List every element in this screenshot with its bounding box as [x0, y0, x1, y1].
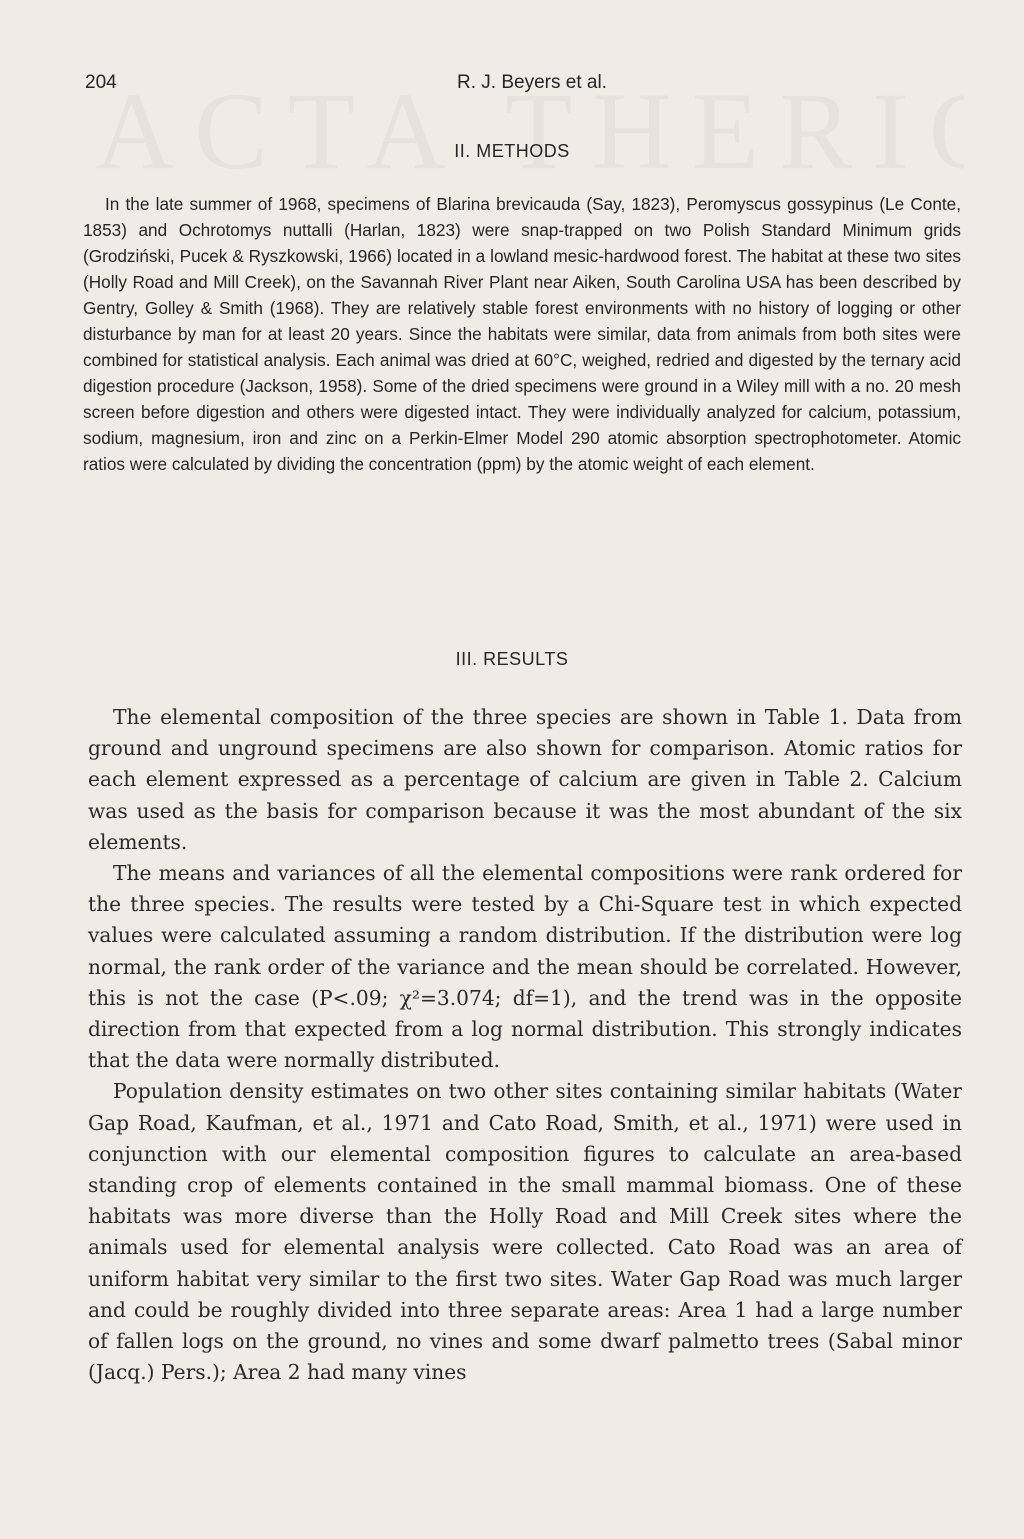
- running-head: R. J. Beyers et al.: [457, 72, 607, 93]
- results-paragraph-1: The elemental composition of the three species are shown in Table 1. Data from ground and unground specimens are also shown for comparison. Atomic ratios for each element expressed as a percentage of calcium are given in Table 2. Calcium was used as the basis for comparison because it was the most abundant of the six elements.: [88, 705, 962, 854]
- methods-heading: II. METHODS: [454, 141, 570, 161]
- results-paragraph-3: Population density estimates on two other sites containing similar habitats (Water Gap Road, Kaufman, et al., 1971 and Cato Road, Smith, et al., 1971) were used in conjunction with our elemental composition figures to calculate an area-based standing crop of elements contained in the small mammal biomass. One of these habitats was more diverse than the Holly Road and Mill Creek sites where the animals used for elemental analysis were collected. Cato Road was an area of uniform habitat very similar to the first two sites. Water Gap Road was much larger and could be roughly divided into three separate areas: Area 1 had a large number of fallen logs on the ground, no vines and some dwarf palmetto trees (Sabal minor (Jacq.) Pers.); Area 2 had many vines: [88, 1079, 962, 1385]
- methods-paragraph: In the late summer of 1968, specimens of Blarina brevicauda (Say, 1823), Peromyscus gossypinus (Le Conte, 1853) and Ochrotomys nuttalli (Harlan, 1823) were snap-trapped on two Polish Standard Minimum grids (Grodziński, Pucek & Ryszkowski, 1966) located in a lowland mesic-hardwood forest. The habitat at these two sites (Holly Road and Mill Creek), on the Savannah River Plant near Aiken, South Carolina USA has been described by Gentry, Golley & Smith (1968). They are relatively stable forest environments with no history of logging or other disturbance by man for at least 20 years. Since the habitats were similar, data from animals from both sites were combined for statistical analysis. Each animal was dried at 60°C, weighed, redried and digested by the ternary acid digestion procedure (Jackson, 1958). Some of the dried specimens were ground in a Wiley mill with a no. 20 mesh screen before digestion and others were digested intact. They were individually analyzed for calcium, potassium, sodium, magnesium, iron and zinc on a Perkin-Elmer Model 290 atomic absorption spectrophotometer. Atomic ratios were calculated by dividing the concentration (ppm) by the atomic weight of each element.: [83, 194, 961, 474]
- results-section: [88, 702, 962, 1388]
- page-number: 204: [85, 72, 117, 93]
- methods-section: [83, 191, 961, 477]
- results-paragraph-2: The means and variances of all the elemental compositions were rank ordered for the three species. The results were tested by a Chi-Square test in which expected values were calculated assuming a random distribution. If the distribution were log normal, the rank order of the variance and the mean should be correlated. However, this is not the case (P<.09; χ²=3.074; df=1), and the trend was in the opposite direction from that expected from a log normal distribution. This strongly indicates that the data were normally distributed.: [88, 861, 962, 1073]
- results-heading: III. RESULTS: [455, 649, 569, 669]
- page-header: [85, 72, 960, 102]
